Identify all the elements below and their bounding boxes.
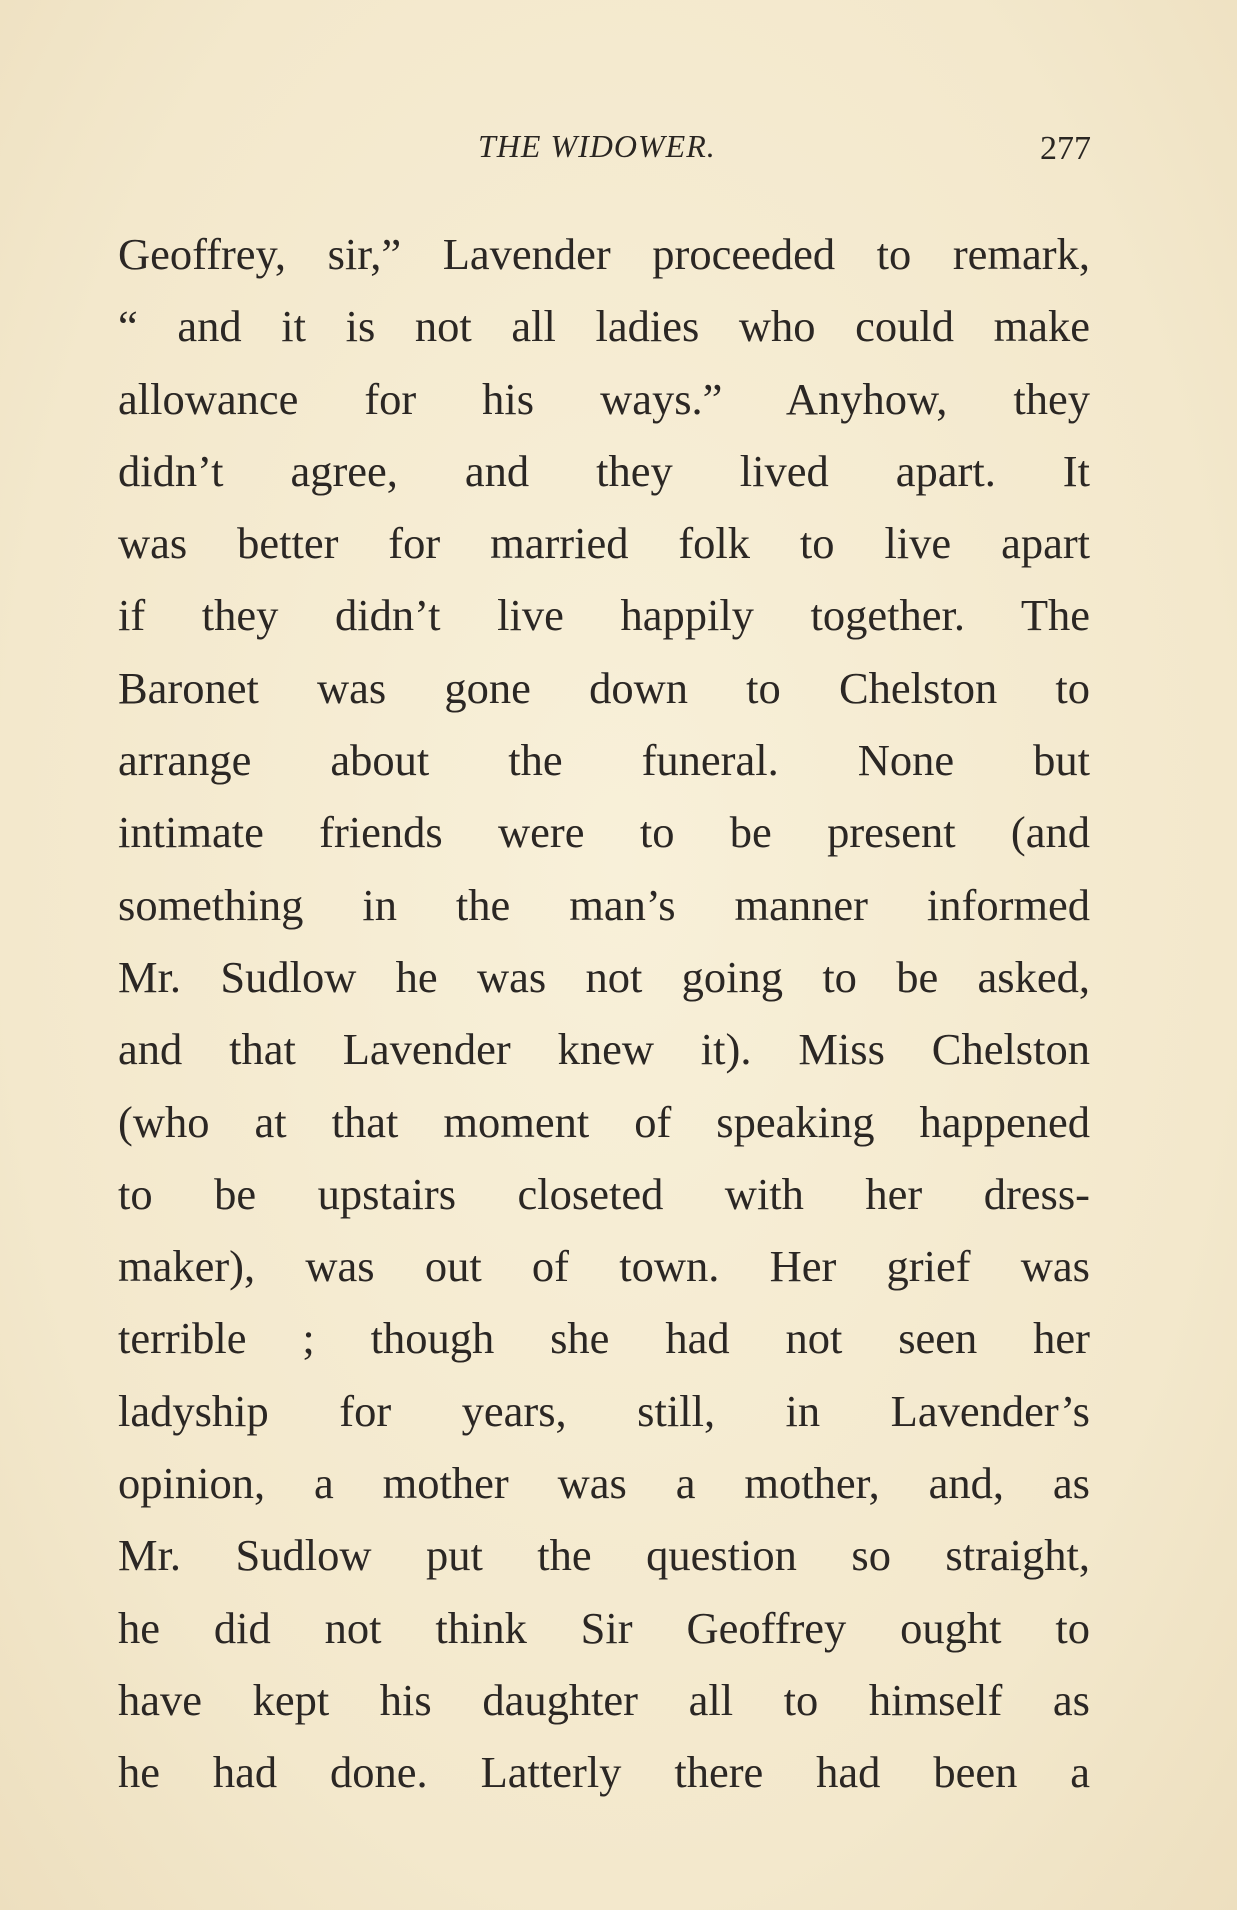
text-line: something in the man’s manner informed <box>118 879 1090 930</box>
page-number: 277 <box>1040 130 1091 167</box>
text-line: was better for married folk to live apart <box>118 518 1090 569</box>
text-line: allowance for his ways.” Anyhow, they <box>118 373 1090 424</box>
text-line: maker), was out of town. Her grief was <box>118 1241 1090 1292</box>
text-line: Baronet was gone down to Chelston to <box>118 662 1090 713</box>
text-line: arrange about the funeral. None but <box>118 735 1090 786</box>
text-line: intimate friends were to be present (and <box>118 807 1090 858</box>
text-line: terrible ; though she had not seen her <box>118 1313 1090 1364</box>
running-title: THE WIDOWER. <box>478 128 716 164</box>
text-line: (who at that moment of speaking happened <box>118 1096 1090 1147</box>
text-line: if they didn’t live happily together. The <box>118 590 1090 641</box>
text-line: and that Lavender knew it). Miss Chelston <box>118 1024 1090 1075</box>
text-line: to be upstairs closeted with her dress- <box>118 1168 1090 1219</box>
text-line: he had done. Latterly there had been a <box>118 1747 1090 1798</box>
text-line: he did not think Sir Geoffrey ought to <box>118 1602 1090 1653</box>
text-line: Mr. Sudlow put the question so straight, <box>118 1530 1090 1581</box>
text-line: didn’t agree, and they lived apart. It <box>118 445 1090 496</box>
text-line: opinion, a mother was a mother, and, as <box>118 1458 1090 1509</box>
text-line: “ and it is not all ladies who could make <box>118 301 1090 352</box>
running-head <box>0 128 1237 178</box>
text-line: Mr. Sudlow he was not going to be asked, <box>118 951 1090 1002</box>
text-line: have kept his daughter all to himself as <box>118 1674 1090 1725</box>
text-line: Geoffrey, sir,” Lavender proceeded to remark, <box>118 229 1090 279</box>
text-line: ladyship for years, still, in Lavender’s <box>118 1385 1090 1436</box>
body-text <box>118 218 1090 1809</box>
